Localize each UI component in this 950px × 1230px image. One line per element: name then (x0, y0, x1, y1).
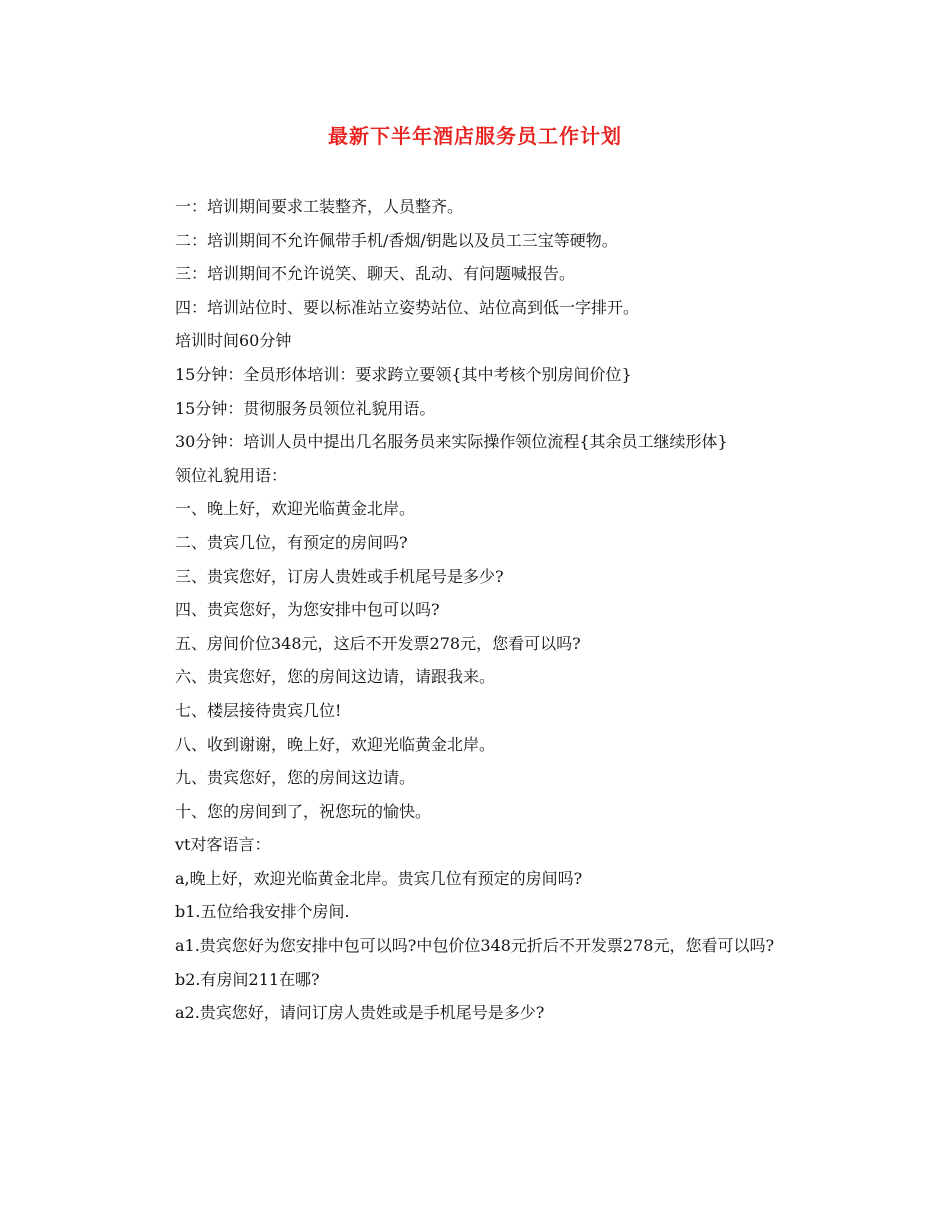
paragraph: 15分钟：全员形体培训：要求跨立要领{其中考核个别房间价位} (175, 364, 632, 384)
paragraph: a,晚上好，欢迎光临黄金北岸。贵宾几位有预定的房间吗? (175, 868, 583, 888)
paragraph: 四、贵宾您好，为您安排中包可以吗? (175, 600, 440, 620)
paragraph: 培训时间60分钟 (175, 331, 292, 351)
paragraph: 九、贵宾您好，您的房间这边请。 (175, 768, 416, 788)
paragraph: 八、收到谢谢，晚上好，欢迎光临黄金北岸。 (175, 734, 496, 754)
paragraph: a1.贵宾您好为您安排中包可以吗?中包价位348元折后不开发票278元，您看可以吗? (175, 936, 775, 956)
paragraph: 领位礼貌用语： (175, 465, 288, 485)
paragraph: b2.有房间211在哪? (175, 969, 320, 989)
paragraph: 二：培训期间不允许佩带手机/香烟/钥匙以及员工三宝等硬物。 (175, 230, 618, 250)
paragraph: 四：培训站位时、要以标准站立姿势站位、站位高到低一字排开。 (175, 297, 640, 317)
paragraph: 十、您的房间到了，祝您玩的愉快。 (175, 801, 432, 821)
paragraph: 七、楼层接待贵宾几位! (175, 700, 342, 720)
paragraph: 三：培训期间不允许说笑、聊天、乱动、有问题喊报告。 (175, 264, 576, 284)
paragraph: 五、房间价位348元，这后不开发票278元，您看可以吗? (175, 633, 581, 653)
paragraph: 15分钟：贯彻服务员领位礼貌用语。 (175, 398, 436, 418)
paragraph: a2.贵宾您好，请问订房人贵姓或是手机尾号是多少? (175, 1003, 545, 1023)
document-title: 最新下半年酒店服务员工作计划 (328, 124, 622, 148)
paragraph: 一、晚上好，欢迎光临黄金北岸。 (175, 499, 416, 519)
paragraph: vt对客语言： (175, 835, 271, 855)
document-body (138, 190, 814, 1030)
paragraph: 一：培训期间要求工装整齐，人员整齐。 (175, 197, 464, 216)
paragraph: 二、贵宾几位，有预定的房间吗? (175, 532, 408, 552)
paragraph: 六、贵宾您好，您的房间这边请，请跟我来。 (175, 667, 496, 687)
paragraph: 30分钟：培训人员中提出几名服务员来实际操作领位流程{其余员工继续形体} (175, 432, 728, 452)
paragraph: b1.五位给我安排个房间. (175, 902, 350, 922)
paragraph: 三、贵宾您好，订房人贵姓或手机尾号是多少? (175, 566, 504, 586)
